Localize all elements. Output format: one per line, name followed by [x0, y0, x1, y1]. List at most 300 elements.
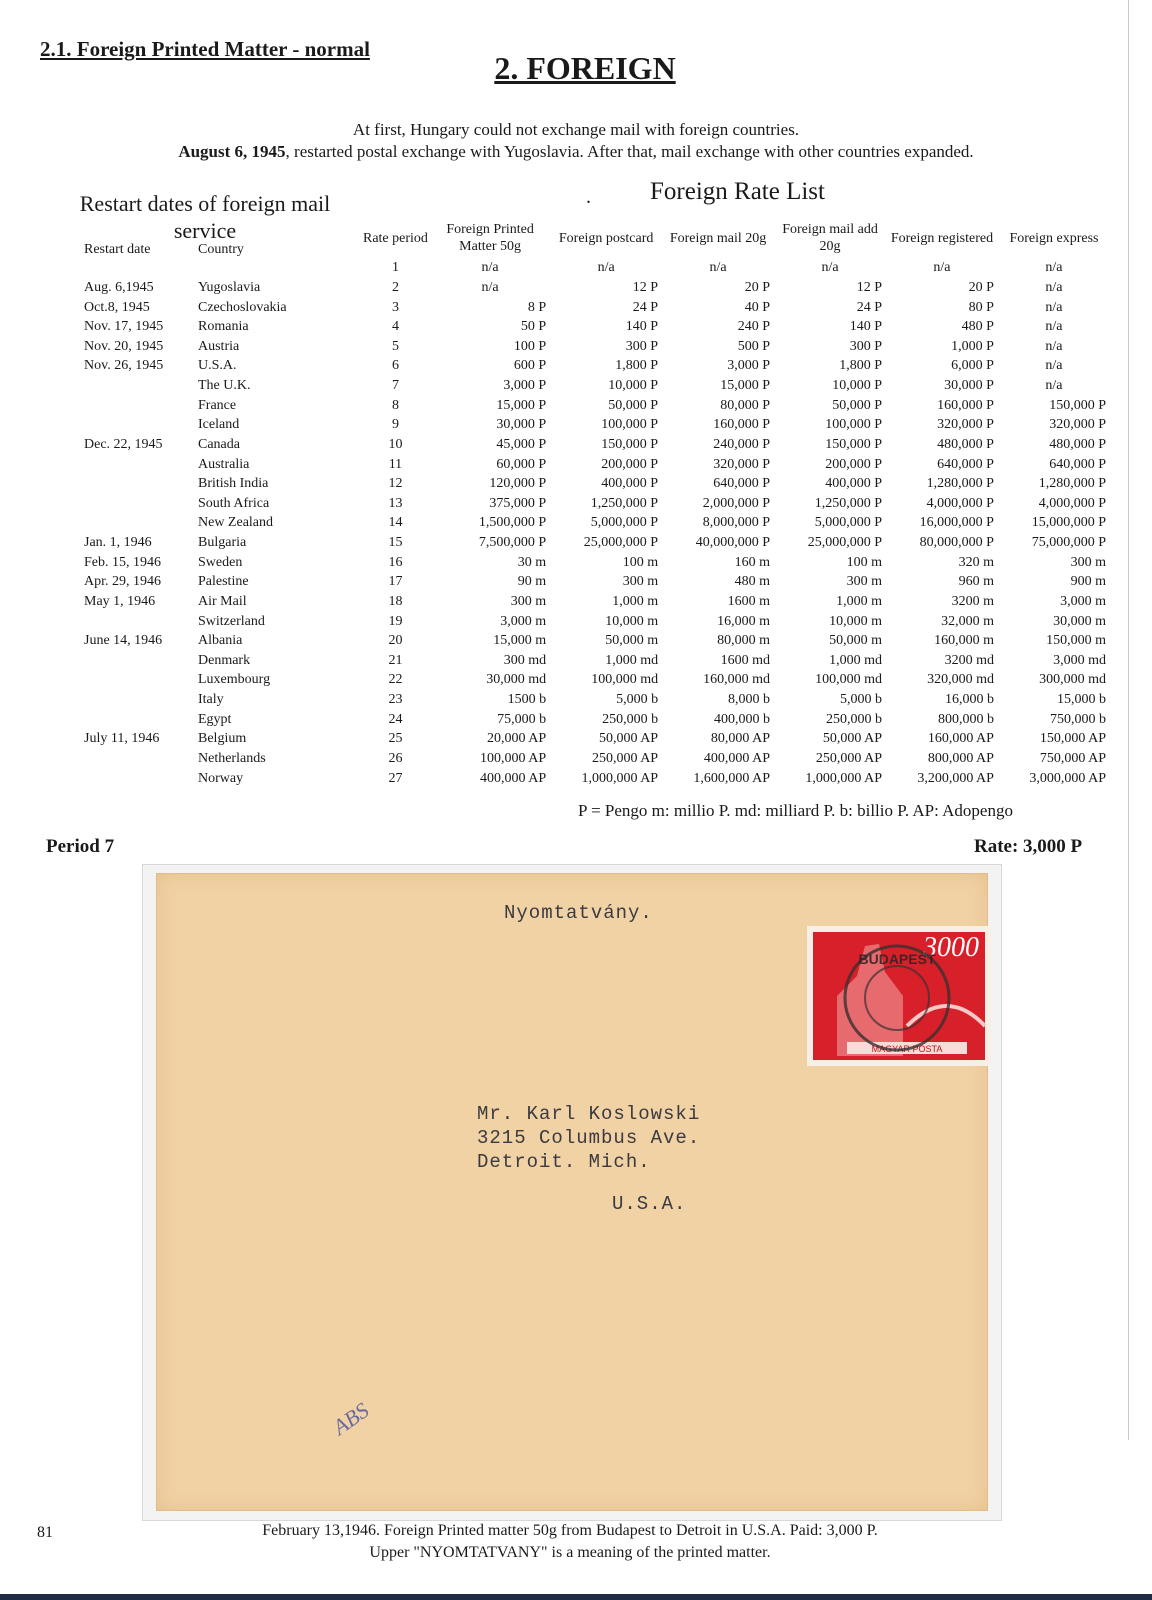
cell-mail-add-20g: 1,800 P — [839, 358, 882, 374]
cell-restart-date — [84, 415, 198, 435]
cell-rate-period: 5 — [391, 338, 399, 354]
cell-postcard: 100,000 P — [601, 417, 659, 433]
cell-country: Italy — [198, 692, 224, 708]
foreign-rate-table — [84, 218, 1110, 788]
cell-rate-period: 20 — [388, 633, 403, 649]
envelope-cover — [156, 873, 988, 1511]
cell-printed-matter: 300 m — [510, 593, 547, 609]
cell-express: 150,000 P — [1049, 397, 1106, 413]
cell-mail-add-20g: 12 P — [856, 279, 882, 295]
table-row — [84, 592, 1110, 612]
rate-list-title: Foreign Rate List — [650, 178, 825, 205]
stray-dot: . — [586, 186, 591, 208]
header-printed-matter: Foreign Printed Matter 50g — [446, 222, 534, 254]
postmark-city: BUDAPEST — [858, 951, 936, 967]
table-row — [84, 376, 1110, 396]
cell-express: n/a — [1045, 279, 1063, 295]
table-row — [84, 572, 1110, 592]
cell-printed-matter: 600 P — [513, 358, 547, 374]
cell-express: 3,000 m — [1060, 593, 1106, 609]
cell-printed-matter: 120,000 P — [489, 476, 547, 492]
cell-restart-date — [84, 513, 198, 533]
cell-mail-add-20g: 100,000 P — [825, 417, 882, 433]
cell-postcard: 300 m — [622, 574, 659, 590]
cell-express: 640,000 P — [1049, 456, 1106, 472]
cell-country: Norway — [198, 770, 244, 786]
cell-mail-add-20g: 100,000 md — [815, 672, 882, 688]
cell-mail-add-20g: 250,000 AP — [815, 750, 882, 766]
cell-express: 75,000,000 P — [1031, 535, 1106, 551]
cell-mail-add-20g: 10,000 P — [832, 378, 882, 394]
cell-mail-20g: 240 P — [737, 319, 771, 335]
caption-line-2: Upper "NYOMTATVANY" is a meaning of the printed matter. — [369, 1544, 771, 1561]
cell-country: France — [198, 397, 237, 413]
cell-printed-matter: 300 md — [503, 652, 547, 668]
cell-country: New Zealand — [198, 515, 274, 531]
bottom-border-bar — [0, 1594, 1152, 1600]
table-row — [84, 611, 1110, 631]
period-label: Period 7 — [46, 836, 115, 857]
address-line-city: Detroit. Mich. — [477, 1151, 651, 1173]
header-restart-date: Restart date — [84, 242, 151, 257]
cell-restart-date — [84, 494, 198, 514]
cell-registered: 320,000 P — [937, 417, 994, 433]
cell-restart-date: Feb. 15, 1946 — [84, 554, 161, 570]
header-mail-add-20g: Foreign mail add 20g — [782, 222, 878, 254]
cell-express: 320,000 P — [1049, 417, 1106, 433]
cell-printed-matter: 30,000 md — [486, 672, 547, 688]
cell-postcard: 10,000 P — [608, 378, 659, 394]
cell-express: 480,000 P — [1049, 436, 1106, 452]
cell-mail-add-20g: 1,000,000 AP — [805, 770, 882, 786]
cell-mail-add-20g: 400,000 P — [825, 476, 882, 492]
cell-printed-matter: 8 P — [527, 299, 547, 315]
cell-rate-period: 8 — [391, 397, 399, 413]
cell-restart-date: Aug. 6,1945 — [84, 279, 154, 295]
cell-mail-20g: 160,000 P — [713, 417, 771, 433]
cell-express: 15,000 b — [1057, 692, 1106, 708]
cell-express: 150,000 AP — [1039, 731, 1106, 747]
cell-express: n/a — [1045, 299, 1063, 315]
cell-mail-add-20g: 250,000 b — [826, 711, 882, 727]
cell-mail-20g: 1600 md — [720, 652, 771, 668]
cell-express: n/a — [1045, 338, 1063, 354]
cell-rate-period: 10 — [388, 436, 403, 452]
page-title: 2. FOREIGN — [494, 50, 676, 86]
cell-express: 30,000 m — [1053, 613, 1106, 629]
cell-restart-date — [84, 454, 198, 474]
printed-matter-mark: Nyomtatvány. — [504, 902, 653, 924]
stamp-country: MAGYAR POSTA — [871, 1044, 943, 1054]
cell-postcard: 1,000 md — [605, 652, 659, 668]
cell-country: Sweden — [198, 554, 243, 570]
cell-postcard: 25,000,000 P — [583, 535, 659, 551]
cell-mail-20g: 15,000 P — [720, 378, 771, 394]
cell-restart-date — [84, 474, 198, 494]
cell-postcard: 1,250,000 P — [590, 495, 659, 511]
cell-restart-date — [84, 376, 198, 396]
cell-express: 900 m — [1070, 574, 1106, 590]
table-row — [84, 278, 1110, 298]
page-number: 81 — [37, 1524, 53, 1541]
cell-express: 4,000,000 P — [1038, 495, 1106, 511]
cell-mail-add-20g: 5,000,000 P — [814, 515, 882, 531]
cell-restart-date — [84, 651, 198, 671]
cell-postcard: 150,000 P — [601, 436, 659, 452]
cell-mail-add-20g: 24 P — [856, 299, 882, 315]
cell-country: Iceland — [198, 417, 240, 433]
cell-registered: 1,280,000 P — [926, 476, 994, 492]
cell-mail-20g: 3,000 P — [727, 358, 771, 374]
cell-printed-matter: 15,000 m — [493, 633, 547, 649]
cell-mail-add-20g: 300 P — [849, 338, 882, 354]
cell-printed-matter: 75,000 b — [497, 711, 547, 727]
cell-registered: 640,000 P — [937, 456, 994, 472]
cell-mail-20g: 400,000 b — [714, 711, 771, 727]
table-row — [84, 729, 1110, 749]
currency-legend: P = Pengo m: millio P. md: milliard P. b: billio P. AP: Adopengo — [578, 801, 1013, 820]
cell-mail-20g: n/a — [709, 260, 727, 276]
cell-country: Denmark — [198, 652, 251, 668]
cell-rate-period: 26 — [388, 750, 403, 766]
cell-express: n/a — [1045, 358, 1063, 374]
cell-registered: 80 P — [968, 299, 994, 315]
cell-restart-date — [84, 690, 198, 710]
cell-postcard: n/a — [597, 260, 615, 276]
table-row — [84, 552, 1110, 572]
cell-postcard: 50,000 P — [608, 397, 659, 413]
cell-restart-date — [84, 709, 198, 729]
cell-registered: 30,000 P — [944, 378, 994, 394]
cell-rate-period: 9 — [391, 417, 399, 433]
cell-mail-20g: 80,000 P — [720, 397, 771, 413]
cell-country: Austria — [198, 338, 240, 354]
cell-printed-matter: 7,500,000 P — [478, 535, 547, 551]
section-heading: 2.1. Foreign Printed Matter - normal — [40, 37, 370, 61]
cell-country: Romania — [198, 319, 249, 335]
table-row — [84, 415, 1110, 435]
header-postcard: Foreign postcard — [558, 230, 654, 246]
table-body — [84, 258, 1110, 788]
cell-postcard: 24 P — [632, 299, 659, 315]
cell-registered: 3200 m — [951, 593, 994, 609]
cell-printed-matter: 400,000 AP — [480, 770, 547, 786]
header-mail-20g: Foreign mail 20g — [669, 230, 767, 246]
cell-mail-add-20g: 50,000 AP — [822, 731, 882, 747]
cell-mail-20g: 8,000,000 P — [702, 515, 771, 531]
cell-mail-20g: 40 P — [744, 299, 771, 315]
cell-country: Switzerland — [198, 613, 265, 629]
cell-rate-period: 3 — [391, 299, 399, 315]
cell-postcard: 1,000 m — [612, 593, 659, 609]
address-line-street: 3215 Columbus Ave. — [477, 1127, 701, 1149]
cell-postcard: 100 m — [622, 554, 659, 570]
cell-mail-add-20g: 50,000 P — [832, 397, 882, 413]
table-row — [84, 317, 1110, 337]
cell-mail-20g: 160 m — [734, 554, 771, 570]
cell-country: British India — [198, 476, 269, 492]
cell-printed-matter: 3,000 m — [500, 613, 547, 629]
cell-rate-period: 2 — [391, 279, 399, 295]
cell-express: 15,000,000 P — [1031, 515, 1106, 531]
cell-registered: 480,000 P — [937, 436, 994, 452]
cell-registered: 3200 md — [944, 652, 994, 668]
cell-mail-add-20g: 140 P — [849, 319, 882, 335]
cell-postcard: 50,000 m — [605, 633, 659, 649]
cell-express: 300,000 md — [1039, 672, 1106, 688]
cell-country: Bulgaria — [198, 535, 247, 551]
cell-restart-date — [84, 611, 198, 631]
cell-postcard: 50,000 AP — [598, 731, 659, 747]
cell-restart-date: May 1, 1946 — [84, 593, 156, 609]
restart-dates-title: Restart dates of foreign mail service — [79, 191, 331, 243]
cell-postcard: 200,000 P — [601, 456, 659, 472]
cell-restart-date: Nov. 17, 1945 — [84, 319, 164, 335]
cell-rate-period: 16 — [388, 554, 403, 570]
cell-mail-add-20g: 1,000 md — [829, 652, 882, 668]
cell-printed-matter: 100 P — [513, 338, 547, 354]
cell-country: Canada — [198, 436, 240, 452]
cell-restart-date: Nov. 20, 1945 — [84, 338, 164, 354]
cell-restart-date: July 11, 1946 — [84, 731, 160, 747]
cell-mail-20g: 240,000 P — [713, 436, 771, 452]
cell-restart-date: June 14, 1946 — [84, 633, 163, 649]
cell-registered: 800,000 b — [937, 711, 994, 727]
cell-mail-20g: 2,000,000 P — [702, 495, 771, 511]
cell-country: The U.K. — [198, 378, 251, 394]
cell-rate-period: 21 — [388, 652, 403, 668]
cell-registered: 4,000,000 P — [926, 495, 994, 511]
cell-rate-period: 1 — [391, 260, 399, 276]
cell-mail-20g: 500 P — [737, 338, 771, 354]
postage-stamp — [807, 926, 991, 1066]
cell-restart-date: Nov. 26, 1945 — [84, 358, 164, 374]
cell-mail-add-20g: 100 m — [846, 554, 882, 570]
table-row — [84, 533, 1110, 553]
table-row — [84, 258, 1110, 278]
cell-mail-add-20g: 5,000 b — [840, 692, 882, 708]
cell-express: 300 m — [1070, 554, 1106, 570]
table-row — [84, 513, 1110, 533]
header-registered: Foreign registered — [890, 230, 994, 246]
cell-printed-matter: 45,000 P — [496, 436, 547, 452]
table-row — [84, 670, 1110, 690]
address-line-name: Mr. Karl Koslowski — [477, 1103, 701, 1125]
table-row — [84, 297, 1110, 317]
cell-rate-period: 24 — [388, 711, 403, 727]
cell-rate-period: 13 — [388, 495, 403, 511]
cell-registered: 320 m — [958, 554, 994, 570]
table-row — [84, 709, 1110, 729]
cell-postcard: 400,000 P — [601, 476, 659, 492]
cell-postcard: 10,000 m — [605, 613, 659, 629]
cell-restart-date: Oct.8, 1945 — [84, 299, 150, 315]
cell-restart-date — [84, 258, 198, 278]
page-edge-line — [1128, 0, 1129, 1440]
cell-restart-date: Apr. 29, 1946 — [84, 574, 161, 590]
cell-rate-period: 23 — [388, 692, 403, 708]
cell-rate-period: 15 — [388, 535, 403, 551]
cell-mail-20g: 640,000 P — [713, 476, 771, 492]
cell-postcard: 12 P — [632, 279, 659, 295]
cell-country: Australia — [198, 456, 250, 472]
table-row — [84, 651, 1110, 671]
cell-mail-20g: 480 m — [734, 574, 771, 590]
cell-country: Belgium — [198, 731, 247, 747]
cell-printed-matter: n/a — [481, 279, 499, 295]
header-rate-period: Rate period — [362, 230, 428, 246]
cell-printed-matter: 60,000 P — [496, 456, 547, 472]
cell-express: 1,280,000 P — [1038, 476, 1106, 492]
cell-mail-add-20g: 10,000 m — [829, 613, 882, 629]
cell-registered: 960 m — [958, 574, 994, 590]
cell-country: South Africa — [198, 495, 270, 511]
cell-mail-add-20g: 1,000 m — [836, 593, 882, 609]
cell-printed-matter: 20,000 AP — [487, 731, 547, 747]
cell-express: 3,000,000 AP — [1029, 770, 1106, 786]
table-row — [84, 356, 1110, 376]
table-row — [84, 631, 1110, 651]
header-express: Foreign express — [1009, 230, 1099, 246]
cell-country: Luxembourg — [198, 672, 271, 688]
cell-postcard: 1,000,000 AP — [581, 770, 659, 786]
cell-registered: 3,200,000 AP — [917, 770, 994, 786]
cell-postcard: 100,000 md — [591, 672, 659, 688]
cell-express: n/a — [1045, 378, 1063, 394]
cell-mail-20g: 80,000 AP — [710, 731, 771, 747]
intro-line-1: At first, Hungary could not exchange mail with foreign countries. — [352, 120, 800, 139]
intro-line-2 — [0, 142, 1152, 162]
cell-postcard: 140 P — [625, 319, 659, 335]
cell-printed-matter: 30 m — [517, 554, 547, 570]
intro-line-2-text: , restarted postal exchange with Yugoslavia. After that, mail exchange with other countries expanded. — [285, 142, 974, 161]
table-row — [84, 454, 1110, 474]
header-country: Country — [198, 242, 244, 257]
cell-mail-20g: 1,600,000 AP — [693, 770, 771, 786]
cell-postcard: 300 P — [625, 338, 659, 354]
cell-registered: 320,000 md — [927, 672, 994, 688]
cell-rate-period: 4 — [391, 319, 399, 335]
cell-registered: 160,000 P — [937, 397, 994, 413]
cell-restart-date: Jan. 1, 1946 — [84, 535, 152, 551]
rate-label: Rate: 3,000 P — [974, 836, 1083, 857]
cell-mail-add-20g: 200,000 P — [825, 456, 882, 472]
stamp-value: 3000 — [923, 932, 979, 963]
cell-registered: 1,000 P — [951, 338, 994, 354]
table-row — [84, 749, 1110, 769]
caption-line-1: February 13,1946. Foreign Printed matter 50g from Budapest to Detroit in U.S.A. Paid: 3,000 P. — [262, 1522, 878, 1539]
cell-registered: 6,000 P — [951, 358, 994, 374]
cell-rate-period: 11 — [388, 456, 403, 472]
cell-rate-period: 17 — [388, 574, 403, 590]
cell-printed-matter: 15,000 P — [496, 397, 547, 413]
cell-registered: 16,000,000 P — [919, 515, 994, 531]
cell-country — [198, 258, 361, 278]
cell-registered: 480 P — [961, 319, 994, 335]
cell-restart-date — [84, 768, 198, 788]
cell-registered: 80,000,000 P — [919, 535, 994, 551]
cell-restart-date — [84, 670, 198, 690]
cell-printed-matter: 375,000 P — [489, 495, 547, 511]
cell-printed-matter: 1500 b — [507, 692, 547, 708]
cell-mail-20g: 400,000 AP — [703, 750, 771, 766]
cell-express: 750,000 AP — [1039, 750, 1106, 766]
cell-printed-matter: 30,000 P — [496, 417, 547, 433]
cell-express: 3,000 md — [1053, 652, 1106, 668]
cell-registered: 160,000 AP — [927, 731, 994, 747]
cell-rate-period: 22 — [388, 672, 403, 688]
cell-printed-matter: 90 m — [517, 574, 547, 590]
cell-country: Czechoslovakia — [198, 299, 287, 315]
cell-printed-matter: n/a — [481, 260, 499, 276]
cell-rate-period: 19 — [388, 613, 403, 629]
cell-registered: 160,000 m — [934, 633, 994, 649]
cell-express: n/a — [1045, 260, 1063, 276]
table-row — [84, 474, 1110, 494]
table-row — [84, 690, 1110, 710]
cell-country: U.S.A. — [198, 358, 237, 374]
cell-mail-20g: 320,000 P — [713, 456, 771, 472]
cell-country: Yugoslavia — [198, 279, 261, 295]
cell-mail-add-20g: 25,000,000 P — [807, 535, 882, 551]
table-row — [84, 435, 1110, 455]
cell-country: Albania — [198, 633, 243, 649]
cell-registered: 16,000 b — [944, 692, 994, 708]
cell-registered: n/a — [933, 260, 951, 276]
cell-mail-add-20g: 300 m — [846, 574, 882, 590]
table-row — [84, 337, 1110, 357]
cell-printed-matter: 50 P — [520, 319, 547, 335]
table-row — [84, 768, 1110, 788]
cell-printed-matter: 3,000 P — [503, 378, 547, 394]
cell-printed-matter: 100,000 AP — [480, 750, 547, 766]
cell-rate-period: 6 — [391, 358, 399, 374]
cell-mail-20g: 16,000 m — [717, 613, 771, 629]
cell-mail-add-20g: 1,250,000 P — [814, 495, 882, 511]
table-header-row — [84, 218, 1110, 258]
cell-postcard: 5,000 b — [616, 692, 659, 708]
cell-country: Palestine — [198, 574, 249, 590]
cell-express: n/a — [1045, 319, 1063, 335]
cell-mail-add-20g: 150,000 P — [825, 436, 882, 452]
cell-rate-period: 7 — [391, 378, 399, 394]
cell-rate-period: 25 — [388, 731, 403, 747]
cell-postcard: 1,800 P — [615, 358, 659, 374]
cell-registered: 800,000 AP — [927, 750, 994, 766]
cell-mail-20g: 40,000,000 P — [695, 535, 771, 551]
cell-country: Netherlands — [198, 750, 266, 766]
cell-rate-period: 18 — [388, 593, 403, 609]
cell-printed-matter: 1,500,000 P — [478, 515, 547, 531]
expert-signature: ABS — [327, 1397, 374, 1440]
cell-registered: 20 P — [968, 279, 994, 295]
cell-rate-period: 12 — [388, 476, 403, 492]
cell-express: 150,000 m — [1046, 633, 1106, 649]
cell-restart-date — [84, 749, 198, 769]
cell-mail-20g: 1600 m — [727, 593, 771, 609]
intro-date: August 6, 1945 — [178, 142, 286, 161]
cell-postcard: 250,000 b — [602, 711, 659, 727]
cell-postcard: 5,000,000 P — [590, 515, 659, 531]
cell-mail-add-20g: 50,000 m — [829, 633, 882, 649]
address-line-country: U.S.A. — [612, 1193, 687, 1215]
table-row — [84, 494, 1110, 514]
cell-registered: 32,000 m — [941, 613, 994, 629]
cell-mail-20g: 20 P — [744, 279, 771, 295]
cell-country: Air Mail — [198, 593, 247, 609]
cell-rate-period: 27 — [388, 770, 403, 786]
cell-mail-add-20g: n/a — [821, 260, 839, 276]
